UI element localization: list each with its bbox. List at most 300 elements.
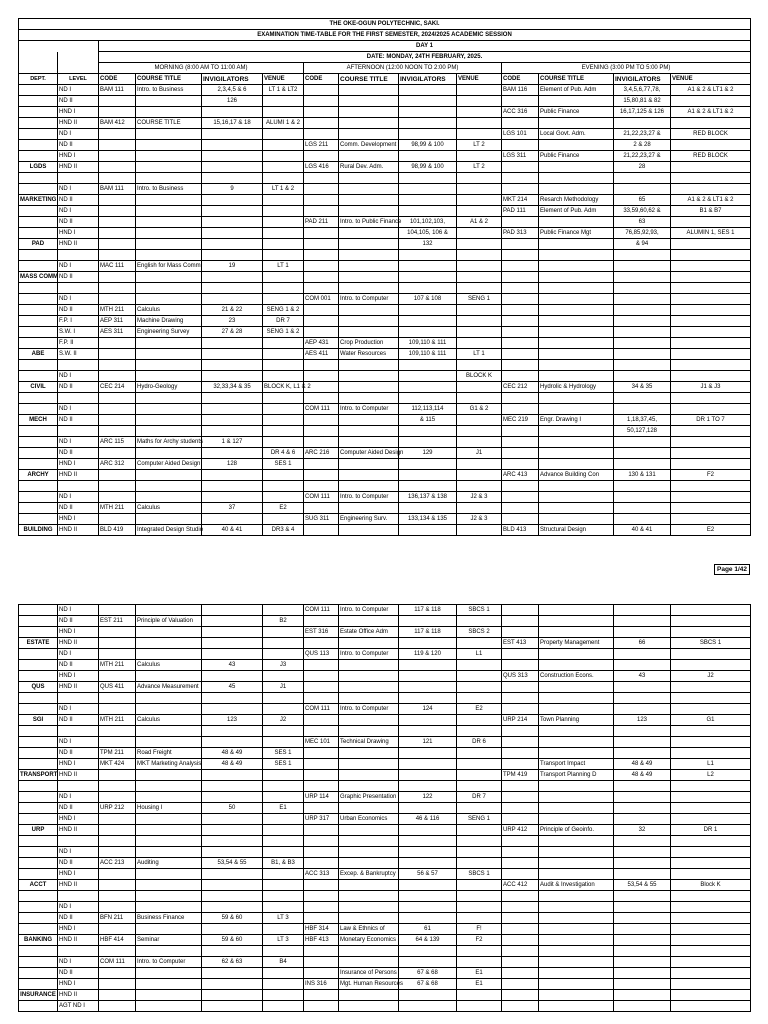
course-title-cell: [539, 616, 614, 627]
course-title-cell: [339, 459, 399, 470]
blank-cell: [304, 250, 339, 261]
blank-cell: [19, 891, 58, 902]
venue-cell: [263, 880, 304, 891]
dept-cell: [19, 803, 58, 814]
code-cell: [99, 294, 136, 305]
blank-cell: [339, 693, 399, 704]
blank-cell: [202, 250, 263, 261]
course-title-cell: [136, 902, 202, 913]
blank-cell: [202, 481, 263, 492]
dept-cell: [19, 261, 58, 272]
code-cell: LGS 101: [502, 129, 539, 140]
venue-cell: J3: [263, 660, 304, 671]
course-title-cell: [539, 459, 614, 470]
blank-cell: [263, 481, 304, 492]
venue-cell: L1: [457, 649, 502, 660]
blank-cell: [399, 360, 457, 371]
course-title-cell: [339, 437, 399, 448]
venue-cell: RED BLOCK: [671, 151, 751, 162]
blank-cell: [99, 283, 136, 294]
level-cell: HND II: [58, 990, 99, 1001]
invigilators-cell: [399, 107, 457, 118]
code-cell: [304, 305, 339, 316]
code-cell: [99, 404, 136, 415]
blank-cell: [19, 481, 58, 492]
course-title-cell: Transport Planning D: [539, 770, 614, 781]
course-title-cell: [539, 514, 614, 525]
blank-cell: [263, 693, 304, 704]
spacer-row: [19, 393, 751, 404]
code-cell: [99, 770, 136, 781]
blank-cell: [339, 283, 399, 294]
code-cell: BAM 116: [502, 85, 539, 96]
blank-cell: [539, 250, 614, 261]
code-cell: [99, 195, 136, 206]
venue-cell: J2: [671, 671, 751, 682]
venue-cell: DR 7: [457, 792, 502, 803]
code-cell: TPM 419: [502, 770, 539, 781]
code-cell: [99, 1001, 136, 1012]
course-title-cell: Insurance of Persons: [339, 968, 399, 979]
venue-cell: [671, 869, 751, 880]
level-cell: ND II: [58, 195, 99, 206]
code-cell: BAM 111: [99, 85, 136, 96]
venue-cell: [671, 616, 751, 627]
table-row: [19, 228, 751, 239]
course-title-cell: [339, 239, 399, 250]
course-title-cell: [539, 184, 614, 195]
venue-cell: G1: [671, 715, 751, 726]
blank-cell: [99, 836, 136, 847]
invigilators-cell: [614, 649, 671, 660]
venue-cell: SES 1: [263, 459, 304, 470]
code-cell: [304, 990, 339, 1001]
course-title-cell: [136, 704, 202, 715]
code-cell: COM 111: [304, 704, 339, 715]
venue-cell: [263, 349, 304, 360]
course-title-cell: [136, 349, 202, 360]
dept-cell: [19, 616, 58, 627]
blank-cell: [457, 393, 502, 404]
course-title-cell: [539, 305, 614, 316]
course-title-cell: [136, 415, 202, 426]
blank-cell: [614, 173, 671, 184]
blank-cell: [202, 283, 263, 294]
exam-title: EXAMINATION TIME-TABLE FOR THE FIRST SEMESTER, 2024/2025 ACADEMIC SESSION: [19, 30, 751, 41]
blank-cell: [457, 946, 502, 957]
course-title-cell: [136, 814, 202, 825]
code-cell: [502, 627, 539, 638]
blank-cell: [502, 283, 539, 294]
level-cell: AGT ND I: [58, 1001, 99, 1012]
course-title-cell: Intro. to Computer: [136, 957, 202, 968]
code-cell: [99, 627, 136, 638]
invigilators-cell: 32: [614, 825, 671, 836]
venue-cell: [671, 96, 751, 107]
code-cell: HBF 413: [304, 935, 339, 946]
venue-cell: A1 & 2 & LT1 & 2: [671, 195, 751, 206]
venue-cell: [263, 437, 304, 448]
dept-cell: [19, 228, 58, 239]
code-cell: [304, 272, 339, 283]
code-cell: MTH 211: [99, 660, 136, 671]
course-title-cell: [339, 858, 399, 869]
level-cell: ND I: [58, 184, 99, 195]
blank-cell: [58, 891, 99, 902]
dept-cell: INSURANCE: [19, 990, 58, 1001]
invigilators-cell: 1 & 127: [202, 437, 263, 448]
venue-cell: [263, 990, 304, 1001]
code-cell: EST 211: [99, 616, 136, 627]
blank-cell: [539, 946, 614, 957]
venue-cell: [263, 514, 304, 525]
code-cell: [502, 448, 539, 459]
code-cell: INS 316: [304, 979, 339, 990]
afternoon-title-header: COURSE TITLE: [339, 74, 399, 85]
dept-cell: [19, 704, 58, 715]
table-row: [19, 261, 751, 272]
course-title-cell: [539, 261, 614, 272]
venue-cell: A1 & 2: [457, 217, 502, 228]
dept-cell: [19, 902, 58, 913]
blank-cell: [671, 283, 751, 294]
code-cell: [502, 140, 539, 151]
venue-cell: [263, 151, 304, 162]
venue-cell: E1: [457, 968, 502, 979]
dept-cell: [19, 913, 58, 924]
invigilators-cell: [614, 627, 671, 638]
course-title-cell: Intro. to Business: [136, 184, 202, 195]
blank-cell: [339, 360, 399, 371]
code-cell: [99, 605, 136, 616]
level-cell: HND I: [58, 924, 99, 935]
course-title-cell: [136, 140, 202, 151]
blank-cell: [263, 836, 304, 847]
code-cell: MTH 211: [99, 503, 136, 514]
morning-title-header: COURSE TITLE: [136, 74, 202, 85]
code-cell: AES 311: [99, 327, 136, 338]
table-row: [19, 660, 751, 671]
invigilators-cell: [614, 957, 671, 968]
invigilators-cell: 59 & 60: [202, 935, 263, 946]
table-row: [19, 913, 751, 924]
venue-cell: [263, 107, 304, 118]
blank-cell: [671, 173, 751, 184]
course-title-cell: [136, 792, 202, 803]
invigilators-cell: [202, 338, 263, 349]
table-row: [19, 638, 751, 649]
course-title-cell: Rural Dev. Adm.: [339, 162, 399, 173]
blank-cell: [502, 693, 539, 704]
code-cell: QUS 411: [99, 682, 136, 693]
invigilators-cell: 76,85,92,93,: [614, 228, 671, 239]
blank-cell: [202, 726, 263, 737]
table-row: [19, 459, 751, 470]
invigilators-cell: [399, 1001, 457, 1012]
code-cell: [502, 1001, 539, 1012]
invigilators-cell: [202, 825, 263, 836]
venue-cell: [671, 803, 751, 814]
course-title-cell: [539, 847, 614, 858]
venue-cell: [671, 140, 751, 151]
table-row: [19, 327, 751, 338]
course-title-cell: Intro. to Computer: [339, 649, 399, 660]
table-row: [19, 704, 751, 715]
course-title-cell: [539, 649, 614, 660]
level-cell: ND II: [58, 96, 99, 107]
course-title-cell: [136, 847, 202, 858]
venue-cell: A1 & 2 & LT1 & 2: [671, 107, 751, 118]
venue-cell: B4: [263, 957, 304, 968]
invigilators-cell: [614, 294, 671, 305]
blank-cell: [614, 836, 671, 847]
invigilators-cell: [614, 935, 671, 946]
venue-cell: [671, 924, 751, 935]
course-title-cell: [339, 616, 399, 627]
venue-cell: E1: [457, 979, 502, 990]
course-title-cell: Intro. to Public Finance: [339, 217, 399, 228]
blank-cell: [263, 726, 304, 737]
level-cell: HND II: [58, 825, 99, 836]
dept-cell: [19, 448, 58, 459]
dept-cell: [19, 217, 58, 228]
course-title-cell: [539, 627, 614, 638]
invigilators-cell: [202, 968, 263, 979]
dept-cell: [19, 206, 58, 217]
code-cell: [304, 770, 339, 781]
venue-cell: [671, 217, 751, 228]
level-cell: ND I: [58, 847, 99, 858]
venue-cell: [457, 239, 502, 250]
blank-cell: [614, 693, 671, 704]
table-row: [19, 968, 751, 979]
venue-cell: [671, 162, 751, 173]
invigilators-cell: 28: [614, 162, 671, 173]
invigilators-cell: [399, 858, 457, 869]
invigilators-cell: 109,110 & 111: [399, 349, 457, 360]
invigilators-cell: 3,4,5,6,77,78,: [614, 85, 671, 96]
venue-cell: F!: [457, 924, 502, 935]
level-cell: ND I: [58, 261, 99, 272]
blank-cell: [202, 781, 263, 792]
course-title-cell: [136, 671, 202, 682]
invigilators-cell: [614, 704, 671, 715]
course-title-cell: [339, 525, 399, 536]
venue-cell: [457, 759, 502, 770]
invigilators-cell: [202, 1001, 263, 1012]
invigilators-cell: 15,80,81 & 82: [614, 96, 671, 107]
venue-cell: [671, 294, 751, 305]
blank-cell: [19, 393, 58, 404]
invigilators-cell: [399, 902, 457, 913]
code-cell: HBF 314: [304, 924, 339, 935]
timetable-table-2: [18, 604, 751, 1012]
dept-cell: TRANSPORT: [19, 770, 58, 781]
venue-cell: [457, 272, 502, 283]
code-cell: [304, 638, 339, 649]
level-cell: ND I: [58, 206, 99, 217]
venue-cell: [263, 371, 304, 382]
blank-cell: [136, 393, 202, 404]
dept-cell: [19, 492, 58, 503]
blank-cell: [399, 693, 457, 704]
code-cell: PAD 211: [304, 217, 339, 228]
code-cell: PAD 313: [502, 228, 539, 239]
level-cell: HND II: [58, 118, 99, 129]
blank-cell: [19, 250, 58, 261]
blank-cell: [136, 693, 202, 704]
venue-cell: E2: [671, 525, 751, 536]
table-row: [19, 748, 751, 759]
invigilators-cell: 65: [614, 195, 671, 206]
invigilators-cell: [202, 162, 263, 173]
table-row: [19, 503, 751, 514]
code-cell: [304, 316, 339, 327]
level-cell: ND II: [58, 616, 99, 627]
code-cell: [99, 924, 136, 935]
course-title-cell: [339, 371, 399, 382]
venue-cell: [671, 737, 751, 748]
invigilators-cell: [202, 129, 263, 140]
blank-cell: [671, 693, 751, 704]
code-cell: [304, 759, 339, 770]
table-row: [19, 184, 751, 195]
table-row: [19, 605, 751, 616]
dept-cell: QUS: [19, 682, 58, 693]
table-row: [19, 305, 751, 316]
level-cell: ND I: [58, 294, 99, 305]
course-title-cell: [539, 492, 614, 503]
dept-cell: [19, 660, 58, 671]
blank-cell: [339, 173, 399, 184]
venue-cell: [457, 913, 502, 924]
venue-cell: [263, 415, 304, 426]
blank-cell: [457, 481, 502, 492]
code-cell: [99, 206, 136, 217]
venue-cell: LT 3: [263, 935, 304, 946]
code-cell: CEC 212: [502, 382, 539, 393]
venue-cell: ALUMIN 1, SES 1: [671, 228, 751, 239]
blank-cell: [671, 250, 751, 261]
morning-invigilators-header: INVIGILATORS: [202, 74, 263, 85]
dept-cell: [19, 129, 58, 140]
evening-invigilators-header: INVIGILATORS: [614, 74, 671, 85]
course-title-cell: [136, 514, 202, 525]
level-cell: ND I: [58, 649, 99, 660]
spacer-row: [19, 781, 751, 792]
dept-cell: [19, 924, 58, 935]
blank-cell: [671, 781, 751, 792]
spacer-row: [19, 360, 751, 371]
venue-cell: [671, 404, 751, 415]
dept-cell: [19, 338, 58, 349]
invigilators-cell: 48 & 49: [202, 759, 263, 770]
level-cell: HND II: [58, 525, 99, 536]
course-title-cell: [136, 151, 202, 162]
level-cell: ND I: [58, 605, 99, 616]
code-cell: URP 214: [502, 715, 539, 726]
blank-cell: [136, 481, 202, 492]
venue-cell: [671, 503, 751, 514]
venue-cell: SENG 1 & 2: [263, 305, 304, 316]
table-row: [19, 195, 751, 206]
code-cell: [99, 338, 136, 349]
venue-cell: [263, 96, 304, 107]
blank-cell: [58, 52, 99, 63]
course-title-cell: [136, 195, 202, 206]
blank-cell: [399, 726, 457, 737]
code-cell: [502, 294, 539, 305]
course-title-cell: [539, 605, 614, 616]
course-title-cell: [339, 107, 399, 118]
course-title-cell: Principle of Valuation: [136, 616, 202, 627]
venue-cell: [457, 426, 502, 437]
code-cell: [304, 437, 339, 448]
venue-cell: [263, 195, 304, 206]
blank-cell: [136, 360, 202, 371]
level-cell: HND I: [58, 107, 99, 118]
venue-cell: LT 1: [457, 349, 502, 360]
table-row: [19, 514, 751, 525]
invigilators-cell: [614, 261, 671, 272]
venue-cell: [263, 239, 304, 250]
blank-cell: [339, 836, 399, 847]
code-cell: [502, 349, 539, 360]
venue-cell: B1 & B7: [671, 206, 751, 217]
page-number: Page 1/42: [714, 564, 750, 575]
code-cell: [99, 737, 136, 748]
invigilators-cell: [614, 968, 671, 979]
venue-cell: J1: [457, 448, 502, 459]
evening-title-header: COURSE TITLE: [539, 74, 614, 85]
venue-cell: [457, 880, 502, 891]
course-title-cell: [539, 371, 614, 382]
invigilators-cell: 45: [202, 682, 263, 693]
afternoon-code-header: CODE: [304, 74, 339, 85]
blank-cell: [202, 836, 263, 847]
course-title-cell: [136, 605, 202, 616]
code-cell: AEP 431: [304, 338, 339, 349]
code-cell: [304, 228, 339, 239]
course-title-cell: [539, 503, 614, 514]
venue-cell: [263, 404, 304, 415]
invigilators-cell: 122: [399, 792, 457, 803]
invigilators-cell: [399, 426, 457, 437]
venue-cell: [263, 869, 304, 880]
invigilators-cell: [614, 448, 671, 459]
course-title-cell: [339, 206, 399, 217]
code-cell: [304, 129, 339, 140]
invigilators-cell: [202, 616, 263, 627]
code-cell: [304, 96, 339, 107]
course-title-cell: Hydrolic & Hydrology: [539, 382, 614, 393]
invigilators-cell: [399, 85, 457, 96]
invigilators-cell: [399, 759, 457, 770]
dept-cell: LGDS: [19, 162, 58, 173]
blank-cell: [539, 836, 614, 847]
course-title-cell: [136, 869, 202, 880]
blank-cell: [19, 283, 58, 294]
venue-cell: SBCS 1: [457, 605, 502, 616]
code-cell: [99, 792, 136, 803]
code-cell: URP 212: [99, 803, 136, 814]
course-title-cell: [339, 913, 399, 924]
code-cell: [304, 327, 339, 338]
blank-cell: [304, 393, 339, 404]
blank-cell: [502, 891, 539, 902]
invigilators-cell: [614, 990, 671, 1001]
course-title-cell: Excep. & Bankruptcy: [339, 869, 399, 880]
